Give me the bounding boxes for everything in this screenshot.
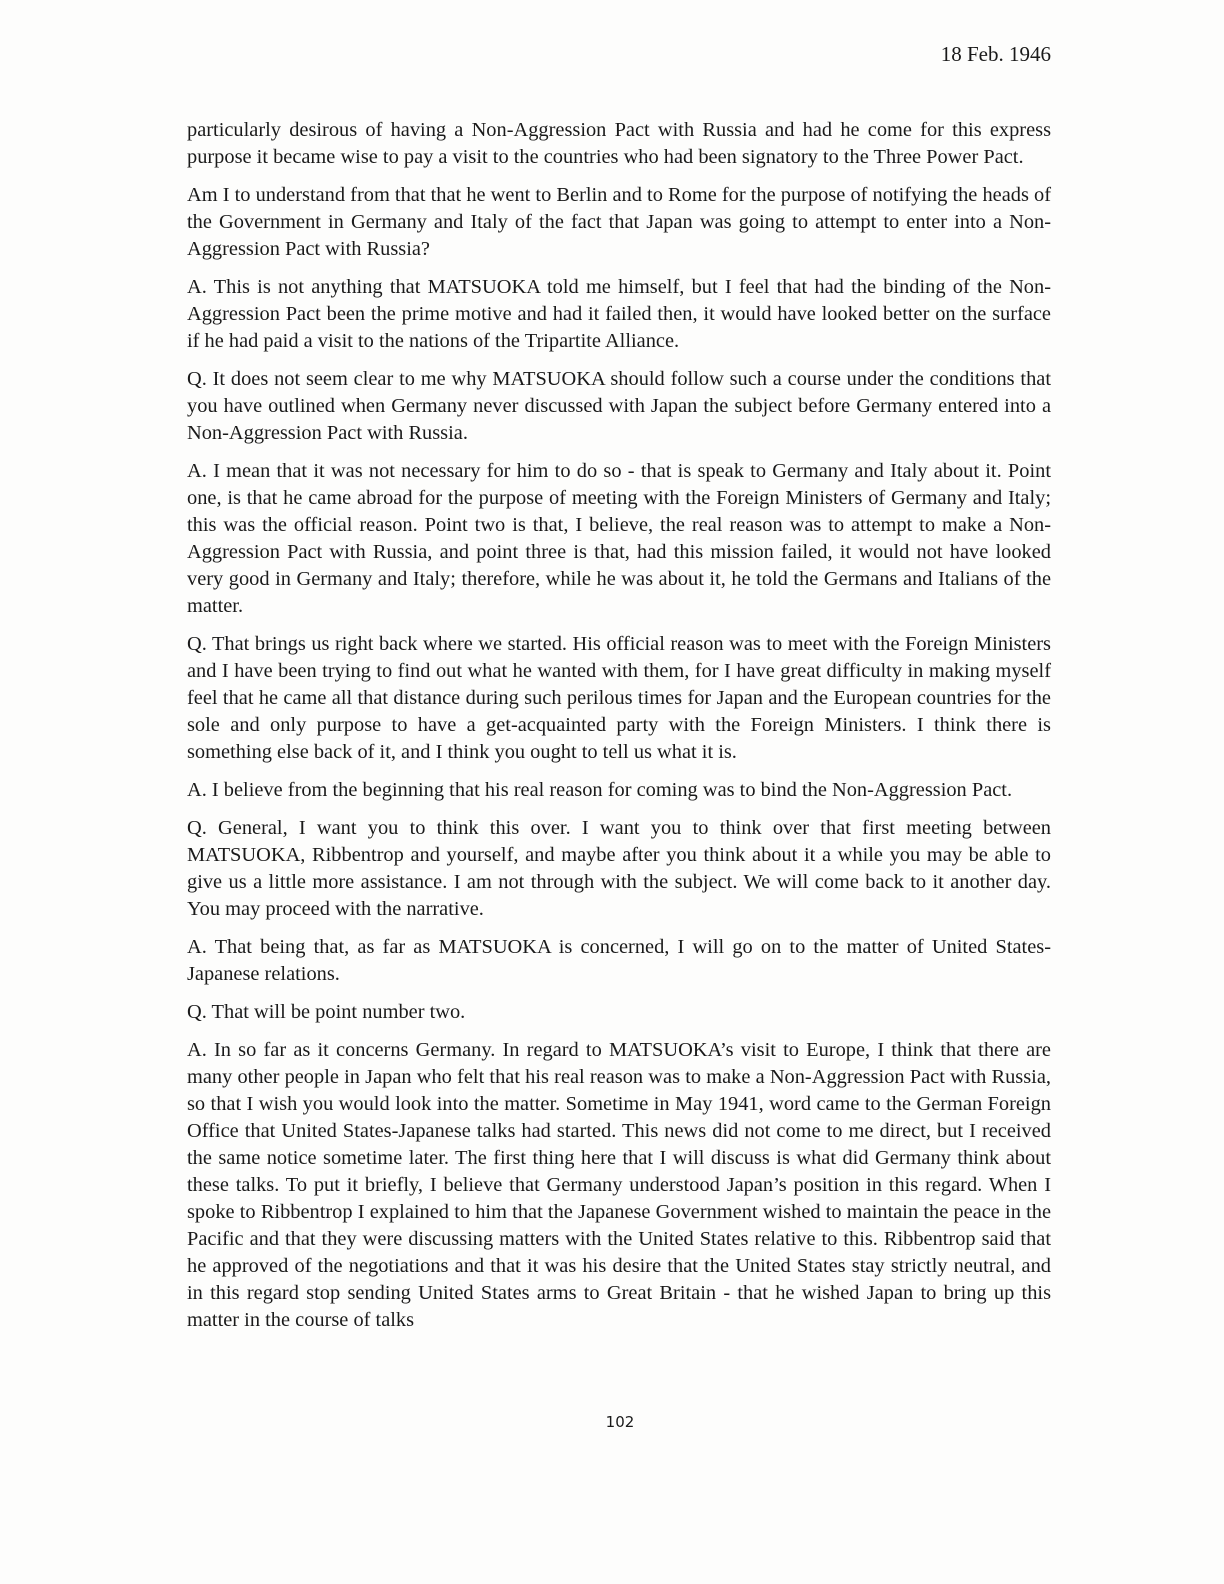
transcript-paragraph: Q. It does not seem clear to me why MATSUOKA should follow such a course under the conditions that you have outlined when Germany never discussed with Japan the subject before Germany entered into a Non-Aggression Pact with Russia. [187,368,1051,444]
transcript-body [187,117,1051,1345]
transcript-paragraph: Q. General, I want you to think this over. I want you to think over that first meeting between MATSUOKA, Ribbentrop and yourself, and maybe after you think about it a while you may be able to give us a little more assistance. I am not through with the subject. We will come back to it another day. You may proceed with the narrative. [187,817,1051,920]
transcript-paragraph: particularly desirous of having a Non-Aggression Pact with Russia and had he come for this express purpose it became wise to pay a visit to the countries who had been signatory to the Three Power Pact. [187,119,1051,168]
page-number: 102 [605,1413,635,1431]
transcript-paragraph: Am I to understand from that that he went to Berlin and to Rome for the purpose of notifying the heads of the Government in Germany and Italy of the fact that Japan was going to attempt to enter into a Non-Aggression Pact with Russia? [187,184,1051,260]
transcript-paragraph: A. I believe from the beginning that his real reason for coming was to bind the Non-Aggression Pact. [187,779,1013,801]
transcript-paragraph: A. I mean that it was not necessary for him to do so - that is speak to Germany and Italy about it. Point one, is that he came abroad for the purpose of meeting with the Foreign Ministers of Germany and Italy; this was the official reason. Point two is that, I believe, the real reason was to attempt to make a Non-Aggression Pact with Russia, and point three is that, had this mission failed, it would not have looked very good in Germany and Italy; therefore, while he was about it, he told the Germans and Italians of the matter. [187,460,1051,617]
transcript-paragraph: A. In so far as it concerns Germany. In regard to MATSUOKA’s visit to Europe, I think that there are many other people in Japan who felt that his real reason was to make a Non-Aggression Pact with Russia, so that I wish you would look into the matter. Sometime in May 1941, word came to the German Foreign Office that United States-Japanese talks had started. This news did not come to me direct, but I received the same notice sometime later. The first thing here that I will discuss is what did Germany think about these talks. To put it briefly, I believe that Germany understood Japan’s position in this regard. When I spoke to Ribbentrop I explained to him that the Japanese Government wished to maintain the peace in the Pacific and that they were discussing matters with the United States relative to this. Ribbentrop said that he approved of the negotiations and that it was his desire that the United States stay strictly neutral, and in this regard stop sending United States arms to Great Britain - that he wished Japan to bring up this matter in the course of talks [187,1039,1051,1331]
transcript-paragraph: A. That being that, as far as MATSUOKA is concerned, I will go on to the matter of United States-Japanese relations. [187,936,1051,985]
transcript-paragraph: Q. That brings us right back where we started. His official reason was to meet with the Foreign Ministers and I have been trying to find out what he wanted with them, for I have great difficulty in making myself feel that he came all that distance during such perilous times for Japan and the European countries for the sole and only purpose to have a get-acquainted party with the Foreign Ministers. I think there is something else back of it, and I think you ought to tell us what it is. [187,633,1051,763]
transcript-paragraph: Q. That will be point number two. [187,1001,466,1023]
transcript-paragraph: A. This is not anything that MATSUOKA told me himself, but I feel that had the binding of the Non-Aggression Pact been the prime motive and had it failed then, it would have looked better on the surface if he had paid a visit to the nations of the Tripartite Alliance. [187,276,1051,352]
document-date: 18 Feb. 1946 [940,42,1051,66]
